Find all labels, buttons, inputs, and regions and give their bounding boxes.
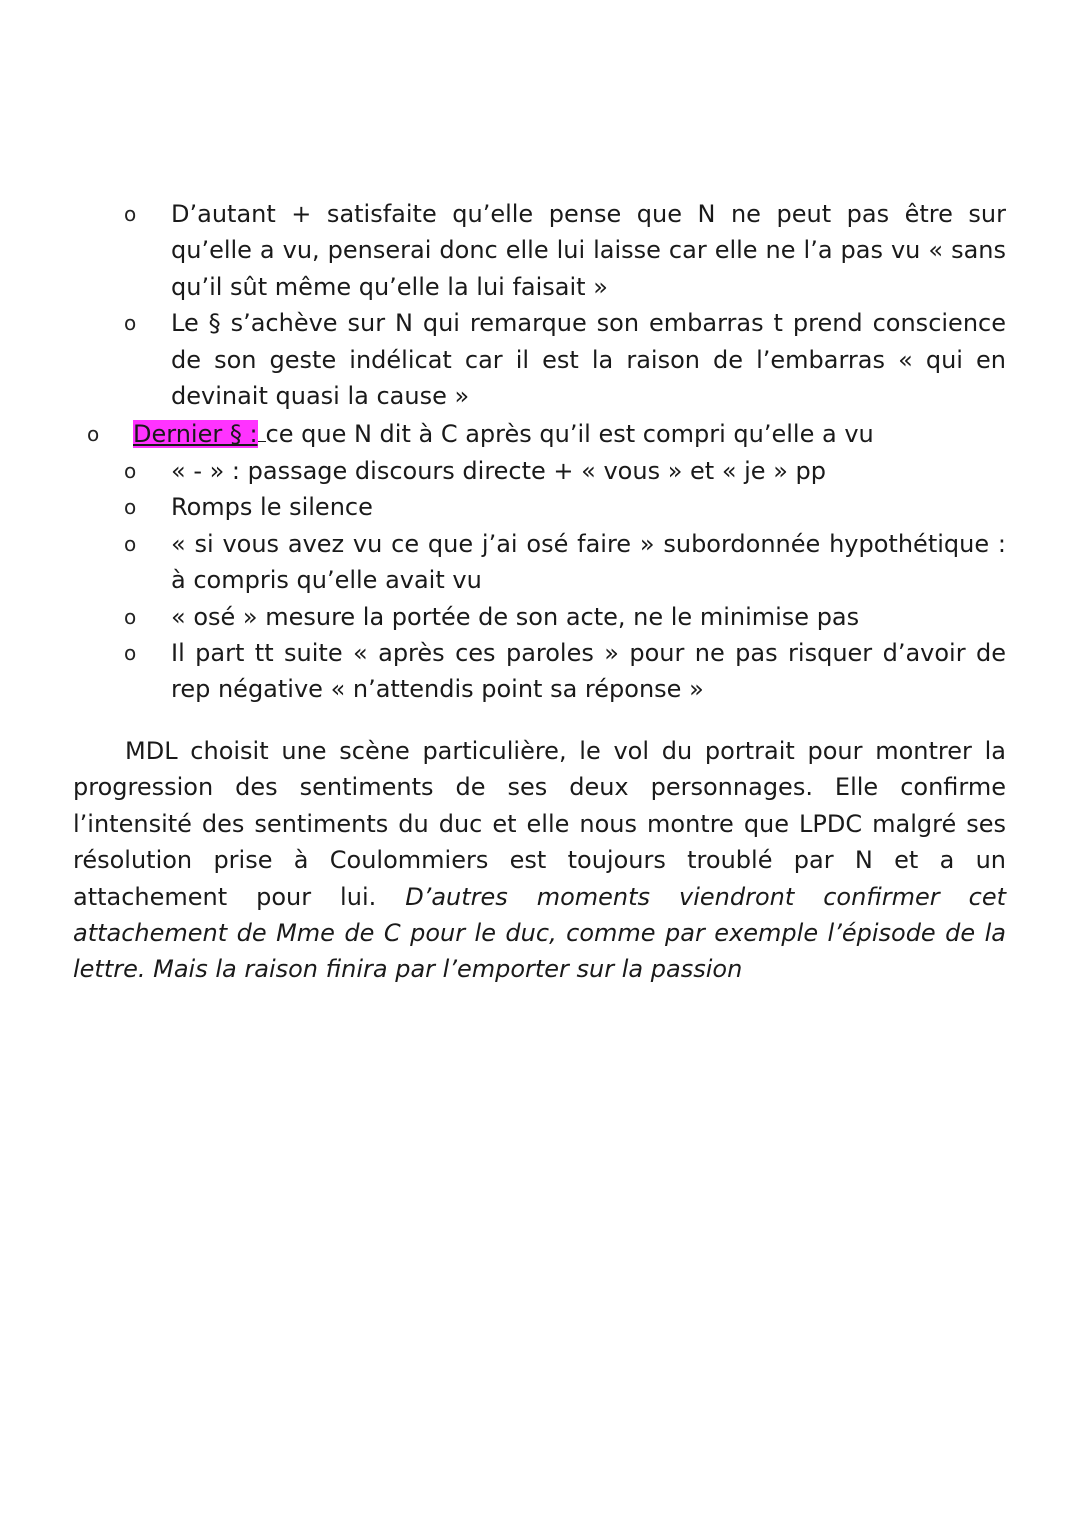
list-item	[0, 489, 1080, 525]
list-item	[0, 305, 1080, 414]
list-item-text: Il part tt suite « après ces paroles » pour ne pas risquer d’avoir de rep négative « n’attendis point sa réponse »	[171, 639, 1006, 704]
bullet-marker: o	[124, 604, 137, 629]
bullet-marker: o	[124, 531, 137, 556]
highlighted-heading: Dernier § :	[133, 420, 258, 448]
list-item	[0, 196, 1080, 305]
list-item-text: Romps le silence	[171, 493, 373, 522]
bullet-marker: o	[87, 422, 100, 446]
sub-bullet-list	[0, 453, 1080, 708]
underline-gap	[258, 421, 266, 442]
section-heading-rest: ce que N dit à C après qu’il est compri qu’elle a vu	[265, 420, 874, 448]
list-item-text: D’autant + satisfaite qu’elle pense que N ne peut pas être sur qu’elle a vu, penserai donc elle lui laisse car elle ne l’a pas vu « sans qu’il sût même qu’elle la lui faisait »	[171, 200, 1006, 301]
section-heading-row	[0, 416, 1080, 452]
list-item	[0, 453, 1080, 489]
bullet-marker: o	[124, 495, 137, 520]
list-item-text: Le § s’achève sur N qui remarque son embarras t prend conscience de son geste indélicat car il est la raison de l’embarras « qui en devinait quasi la cause »	[171, 309, 1006, 411]
list-item	[0, 635, 1080, 708]
bullet-marker: o	[124, 202, 137, 226]
bullet-marker: o	[124, 311, 137, 336]
bullet-marker: o	[124, 459, 137, 483]
conclusion-italic-text: D’autres moments viendront confirmer cet attachement de Mme de C pour le duc, comme par exemple l’épisode de la lettre. Mais la raison finira par l’emporter sur la passion	[73, 882, 1006, 984]
section-heading-text	[133, 416, 1006, 452]
conclusion-paragraph	[73, 733, 1006, 988]
list-item-text: « osé » mesure la portée de son acte, ne le minimise pas	[171, 602, 860, 631]
bullet-marker: o	[124, 641, 137, 666]
conclusion-text: MDL choisit une scène particulière, le vol du portrait pour montrer la progression des sentiments de ses deux personnages. Elle confirme l’intensité des sentiments du duc et elle nous montre que LPDC malgré ses résolution prise à Coulommiers est toujours troublé par N et a un attachement pour lui.	[73, 737, 1006, 911]
list-item	[0, 599, 1080, 635]
list-item-text: « - » : passage discours directe + « vous » et « je » pp	[171, 457, 826, 485]
section-heading	[0, 416, 1080, 452]
list-item-text: « si vous avez vu ce que j’ai osé faire » subordonnée hypothétique : à compris qu’elle avait vu	[171, 529, 1006, 595]
list-item	[0, 526, 1080, 599]
top-bullet-list	[0, 196, 1080, 414]
